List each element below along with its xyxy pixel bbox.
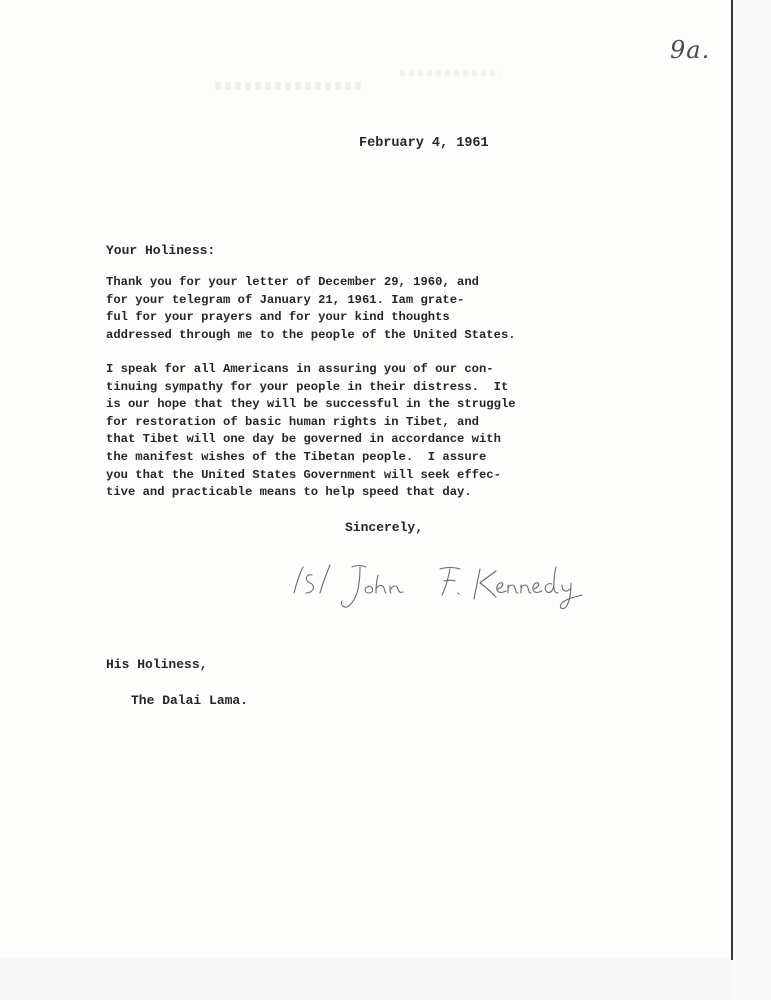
recipient-name: The Dalai Lama. <box>131 693 249 708</box>
paragraph-line: ful for your prayers and for your kind thoughts <box>106 310 450 325</box>
closing: Sincerely, <box>345 520 424 535</box>
paragraph-line: I speak for all Americans in assuring you of our con- <box>106 362 494 376</box>
recipient-title: His Holiness, <box>106 657 208 672</box>
salutation: Your Holiness: <box>106 243 216 258</box>
paragraph-line: you that the United States Government will seek effec- <box>106 467 501 482</box>
faint-bleed-through <box>215 82 365 90</box>
paragraph-1 <box>106 274 516 344</box>
handwritten-page-number: 9a. <box>670 36 711 64</box>
paragraph-line: the manifest wishes of the Tibetan people. I assure <box>106 449 487 464</box>
paragraph-line: tinuing sympathy for your people in their distress. It <box>106 379 509 394</box>
scan-margin-right <box>733 0 771 1000</box>
scan-margin-bottom <box>0 958 733 1000</box>
paragraph-line: for restoration of basic human rights in Tibet, and <box>106 414 479 429</box>
paper-edge <box>731 0 733 960</box>
paragraph-line: for your telegram of January 21, 1961. Iam grate- <box>106 292 465 307</box>
handwritten-signature <box>290 553 602 611</box>
paragraph-line: is our hope that they will be successful in the struggle <box>106 397 516 412</box>
paragraph-line: tive and practicable means to help speed that day. <box>106 485 472 500</box>
paragraph-line: Thank you for your letter of December 29, 1960, and <box>106 275 479 289</box>
paragraph-line: that Tibet will one day be governed in accordance with <box>106 432 501 447</box>
paragraph-2 <box>106 361 516 502</box>
letter-date: February 4, 1961 <box>359 136 489 151</box>
faint-bleed-through-2 <box>400 70 500 76</box>
paragraph-line: addressed through me to the people of the United States. <box>106 327 516 342</box>
